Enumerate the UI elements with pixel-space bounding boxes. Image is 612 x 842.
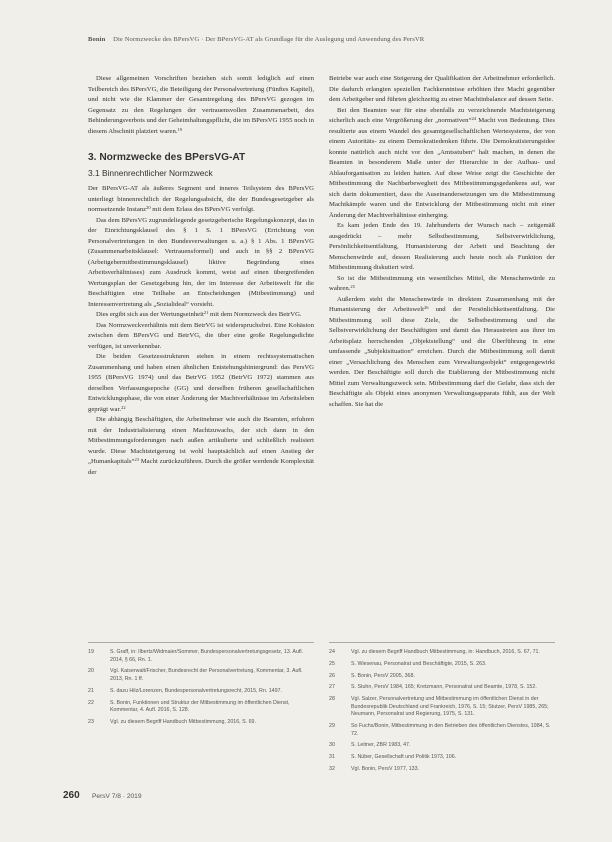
footnote-text: S. Bonin, Funktionen und Struktur der Mitbestimmung im öffentlichen Dienst, Kommentar, 4. Aufl. 2016, S. 128.: [110, 699, 290, 714]
footnote-text: S. Bonin, PersV 2005, 368.: [351, 672, 415, 679]
footnote-text: Vgl. zu diesem Begriff Handbuch Mitbestimmung, in: Handbuch, 2016, S. 67, 71.: [351, 649, 540, 655]
footnote-number: 19: [88, 649, 94, 655]
footnote: [329, 661, 555, 669]
footnote-text: Vgl. Salzer, Personalvertretung und Mitbestimmung im öffentlichen Dienst in der Bundesrepublik Deutschland und Frankreich, 1976, S. 15; Stutzer, PersV 1985, 265; Neumann, Personalrat und Regierung, 1975, S. 131.: [351, 696, 549, 718]
right-column: [329, 74, 555, 410]
body-paragraph: Dies ergibt sich aus der Wertungseinheit$^{21}$ mit dem Normzweck des BetrVG.: [96, 310, 302, 318]
footnote: [88, 688, 314, 696]
footnote-number: 29: [329, 723, 335, 730]
body-paragraph: Die beiden Gesetzesstrukturen stehen in einem rechtssystematischen Zusammenhang und haben einen ähnlichen Entstehungshintergrund: das PersVG 1955 (BPersVG 1974) und das BetrVG 1952 (BetrVG 1972) stammen aus derselben Verfassungsepoche (GG) und derselben früheren gesellschaftlichen Entwicklungsphase, die von einer Änderung der Machtverhältnisse im Arbeitsleben geprägt war.$^{22}$: [88, 353, 314, 413]
body-paragraph: Der BPersVG-AT als äußeres Segment und inneres Teilsystem des BPersVG unterliegt binnenrechtlich der Regelungsabsicht, die der Bundesgesetzgeber als normsetzende Instanz$^{20}$ mit dem Erlass des BPersVG verfolgt.: [88, 185, 314, 213]
body-paragraph: Das Normzweckverhältnis mit dem BetrVG ist widerspruchsfrei. Eine Kohäsion zwischen dem BPersVG und BetrVG, die über eine große Regelungsdichte verfügen, ist unverkennbar.: [88, 321, 314, 350]
body-paragraph: Es kam jeden Ende des 19. Jahrhunderts der Wunsch nach – zeitgemäß ausgedrückt – mehr Selbstbestimmung, Selbstverwirklichung, Persönlichkeitsentfaltung, Humanisierung der Arbeit und Beachtung der Menschenwürde auf, dessen Realisierung auch heute noch als Funktion der Mitbestimmung diskutiert wird.: [329, 222, 555, 271]
running-head: [88, 36, 588, 43]
footnote: [329, 649, 555, 657]
intro-paragraph: Diese allgemeinen Vorschriften beziehen sich somit lediglich auf einen Teilbereich des BPersVG, die Beteiligung der Personalvertretung (Fünftes Kapitel), und nicht wie die Klammer der Gesamtregelung des BPersVG gezogen im Gegensatz zu den Regelungen der vertrauensvollen Zusammenarbeit, des Behinderungsverbots und der Geheimhaltungspflicht, die im BPersVG 1955 noch in diesem Abschnitt platziert waren.$^{19}$: [88, 75, 314, 135]
subsection-heading: 3.1 Binnenrechtlicher Normzweck: [88, 167, 213, 178]
footnote: [88, 700, 314, 715]
running-head-author: Bonin: [88, 36, 106, 43]
footnote-text: S. Nüber, Gesellschaft und Politik 1973, 106.: [351, 754, 457, 761]
running-head-title: Die Normzwecke des BPersVG · Der BPersVG-AT als Grundlage für die Auslegung und Anwendung des PersVR: [113, 36, 425, 43]
footnote-text: Vgl. Bonin, PersV 1977, 133.: [351, 766, 420, 773]
body-paragraph: Bei den Beamten war für eine ebenfalls zu verzeichnende Machtsteigerung sicherlich auch eine Vergrößerung der „normativen“$^{24}$ Macht von Bedeutung. Dies resultierte aus einem Wandel des gesamtgesellschaftlichen Wertesystems, der von einem Autoritäts- zu einem Demokratiedenken führte. Die Demokratisierungsidee konnte natürlich auch nicht vor den „Amtsstuben“ halt machen, in denen die Beamten in besonderem Maße unter der Hierarchie in der Aufbau- und Ablauforganisation zu leiden hatten. Auf diese Weise zeigt die Geschichte der Mitbestimmung die Nachbarbewegheit des Mitbestimmungsgedankens auf, war sich darin dokumentiert, dass die Auseinandersetzungen um die Mitbestimmung Machtkämpfe waren und die Entwicklung der Mitbestimmung nicht mit einer Änderung der Machtverhältnisse einherging.: [329, 106, 555, 219]
footnote-number: 23: [88, 718, 94, 725]
body-paragraph: Das dem BPersVG zugrundeliegende gesetzgeberische Regelungskonzept, das in der Einrichtungsklausel des § 1 S. 1 BPersVG (Errichtung von Personalvertretungen in den Bundesverwaltungen u. a.) § 1 Abs. 1 BPersVG (Zusammenarbeitsklausel: Vertrauensformel) und auch in §§ 2 BPersVG (Arbeitgebermitbestimmungsklausel) liktive Begründung eines Arbeitsverhältnisses) zum Ausdruck kommt, weist auf einen übergreifenden Wertungsplan der Gesetzgebung hin, der im Interesse der Arbeitswelt für die Beschäftigten eine Teilhabe an Entscheidungen (Mitbestimmung) und Interessenvertretung als „Sozialideal“ vorsieht.: [88, 216, 314, 308]
footnote-number: 24: [329, 649, 335, 655]
footnote-text: So Fuchs/Bonin, Mitbestimmung in den Betrieben des öffentlichen Dienstes, 1984, S. 72.: [351, 723, 551, 737]
body-paragraph: Betriebe war auch eine Steigerung der Qualifikation der Arbeitnehmer erforderlich. Die dadurch erlangten speziellen Fachkenntnisse erhöhten ihre Macht gegenüber dem Arbeitgeber und führten gleichzeitig zu einer Machtinbalance auf dessen Seite.: [329, 75, 555, 103]
footnote-text: S. Stuhn, PersV 1984, 165; Kretzmann, Personalrat und Beamte, 1978, S. 152.: [351, 684, 537, 691]
left-column: [88, 74, 314, 478]
footnote-text: S. Graff, in: Ilbertz/Widmaier/Sommer, Bundespersonalvertretungsgesetz, 13. Aufl. 2014, § 66, Rn. 1.: [110, 649, 304, 663]
footnote: [88, 668, 314, 683]
footnote-text: S. Leitner, ZBR 1983, 47.: [351, 742, 411, 749]
body-paragraph: Außerdem steht die Menschenwürde in direktem Zusammenhang mit der Humanisierung der Arbeitswelt$^{26}$ und der Persönlichkeitsentfaltung. Die Mitbestimmung soll diese Ziele, die Selbstbestimmung und die Selbstverwirklichung der Beschäftigten und damit das Heraustreten aus ihrer im Arbeitsplatz herrschenden „Objektstellung“ und die Überführung in eine umfassende „Subjektsituation“ erreichen. Durch die Mitbestimmung soll damit einer „Versachlichung des Menschen zum Verwaltungsobjekt“ entgegengewirkt werden. Der Beschäftigte soll durch die Etablierung der Mitbestimmung nicht Mittel zum Verwaltungszweck sein. Mitbestimmung darf die Gefahr, dass sich der Beschäftigte als Objekt eines anonymen Verwaltungsapparats fühlt, aus der Welt schaffen. Sie hat die: [329, 295, 556, 408]
footnote: [329, 723, 555, 738]
footnote: [329, 766, 555, 774]
footnote: [329, 754, 555, 762]
footnote-number: 28: [329, 696, 335, 703]
footnote-number: 25: [329, 660, 335, 667]
section-heading: 3. Normzwecke des BPersVG-AT: [88, 152, 246, 163]
body-paragraph: Die abhängig Beschäftigten, die Arbeitnehmer wie auch die Beamten, erfuhren mit der Industrialisierung einen Machtzuwachs, der sich dann in den Mitbestimmungsforderungen nach außen artikulierte und schließlich realisiert wurde. Diese Machtsteigerung ist wohl hauptsächlich auf einen Anstieg der „Humankapitals“$^{23}$ Macht zurückzuführen. Durch die größer werdende Komplexität der: [88, 416, 314, 476]
issue-label: PersV 7/8 · 2019: [92, 793, 142, 800]
footnotes-left: [88, 649, 314, 731]
footnote-number: 32: [329, 766, 335, 773]
footnote-text: Vgl. zu diesem Begriff Handbuch Mitbestimmung, 2016, S. 69.: [110, 718, 256, 725]
footnotes-right: [329, 649, 555, 778]
footnote: [329, 696, 555, 719]
footnote-text: S. Wiesenau, Personalrat und Beschäftigte, 2015, S. 263.: [351, 660, 487, 667]
footnote-text: Vgl. Kaiserwalt/Frischer, Bundesrecht der Personalvertretung, Kommentar, 3. Aufl. 2013, Rn. 1 ff.: [110, 668, 303, 682]
footnote-text: S. dazu Hilz/Lorenzen, Bundespersonalvertretungsrecht, 2015, Rn. 1497.: [110, 687, 282, 694]
page-number: 260: [63, 790, 80, 801]
footnote: [329, 742, 555, 750]
footnote-number: 31: [329, 754, 335, 761]
footnote-rule-right: [329, 642, 555, 643]
footnote-number: 22: [88, 699, 94, 706]
body-paragraph: So ist die Mitbestimmung ein wesentliches Mittel, die Menschenwürde zu wahren.$^{25}$: [329, 274, 555, 292]
footnote: [88, 719, 314, 727]
footnote-number: 20: [88, 668, 94, 675]
footnote: [329, 673, 555, 681]
footnote-number: 30: [329, 742, 335, 749]
footnote: [329, 684, 555, 692]
footnote-number: 26: [329, 672, 335, 679]
footnote-number: 21: [88, 687, 94, 694]
footnote: [88, 649, 314, 664]
footnote-rule-left: [88, 642, 314, 643]
footnote-number: 27: [329, 684, 335, 691]
